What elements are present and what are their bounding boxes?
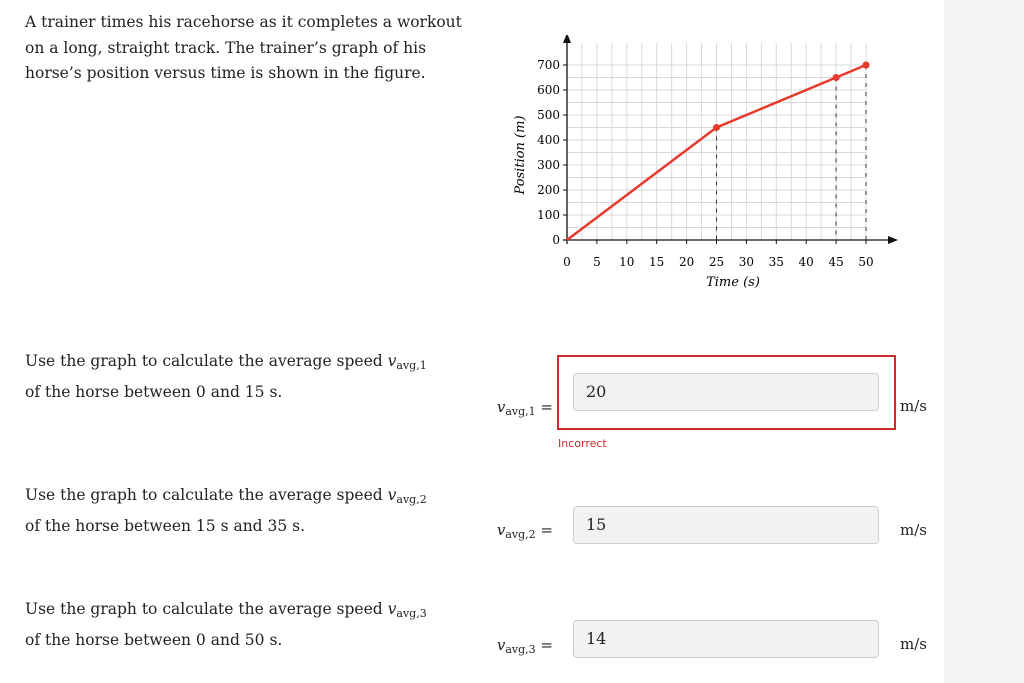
question-3-label: $v_{avg,3}$ = [496, 636, 553, 656]
y-tick-label: 200 [537, 183, 560, 197]
x-axis-label: Time (s) [706, 275, 760, 290]
data-point [863, 62, 870, 69]
answer-input-1[interactable]: 20 [573, 373, 879, 411]
y-tick-label: 500 [537, 108, 560, 122]
x-tick-label: 40 [798, 255, 814, 269]
data-point [713, 124, 720, 131]
y-tick-label: 100 [537, 208, 560, 222]
x-tick-label: 5 [593, 255, 601, 269]
unit-label-2: m/s [900, 521, 927, 539]
x-tick-label: 30 [738, 255, 755, 269]
x-tick-label: 10 [619, 255, 635, 269]
x-tick-label: 15 [649, 255, 665, 269]
question-3-prompt: Use the graph to calculate the average speed $v_{avg,3}$ of the horse between 0 and 50 s. [25, 600, 427, 649]
question-1-prompt: Use the graph to calculate the average speed $v_{avg,1}$ of the horse between 0 and 15 s. [25, 352, 427, 401]
answer-input-2[interactable]: 15 [573, 506, 879, 544]
answer-input-3[interactable]: 14 [573, 620, 879, 658]
y-tick-label: 0 [552, 233, 560, 247]
y-tick-label: 300 [537, 158, 560, 172]
y-tick-label: 400 [537, 133, 560, 147]
y-axis-label: Position (m) [513, 115, 528, 195]
question-2-label: $v_{avg,2}$ = [496, 521, 553, 541]
x-tick-label: 25 [708, 255, 725, 269]
x-tick-label: 0 [563, 255, 571, 269]
unit-label-1: m/s [900, 397, 927, 415]
unit-label-3: m/s [900, 635, 927, 653]
question-2-prompt: Use the graph to calculate the average speed $v_{avg,2}$ of the horse between 15 s and 35 s. [25, 486, 427, 535]
y-axis-arrow [563, 35, 571, 43]
question-1-label: $v_{avg,1}$ = [496, 398, 553, 418]
y-tick-label: 700 [537, 58, 560, 72]
position-time-chart [500, 35, 910, 295]
data-point [833, 74, 840, 81]
x-tick-label: 20 [678, 255, 695, 269]
x-tick-label: 45 [828, 255, 844, 269]
y-tick-label: 600 [537, 83, 560, 97]
x-tick-label: 35 [768, 255, 784, 269]
incorrect-feedback: Incorrect [558, 437, 607, 450]
problem-intro: A trainer times his racehorse as it completes a workout on a long, straight track. The trainer’s graph of his horse’s position versus time is shown in the figure. [25, 13, 462, 82]
x-axis-arrow [888, 236, 898, 244]
x-tick-label: 50 [858, 255, 874, 269]
